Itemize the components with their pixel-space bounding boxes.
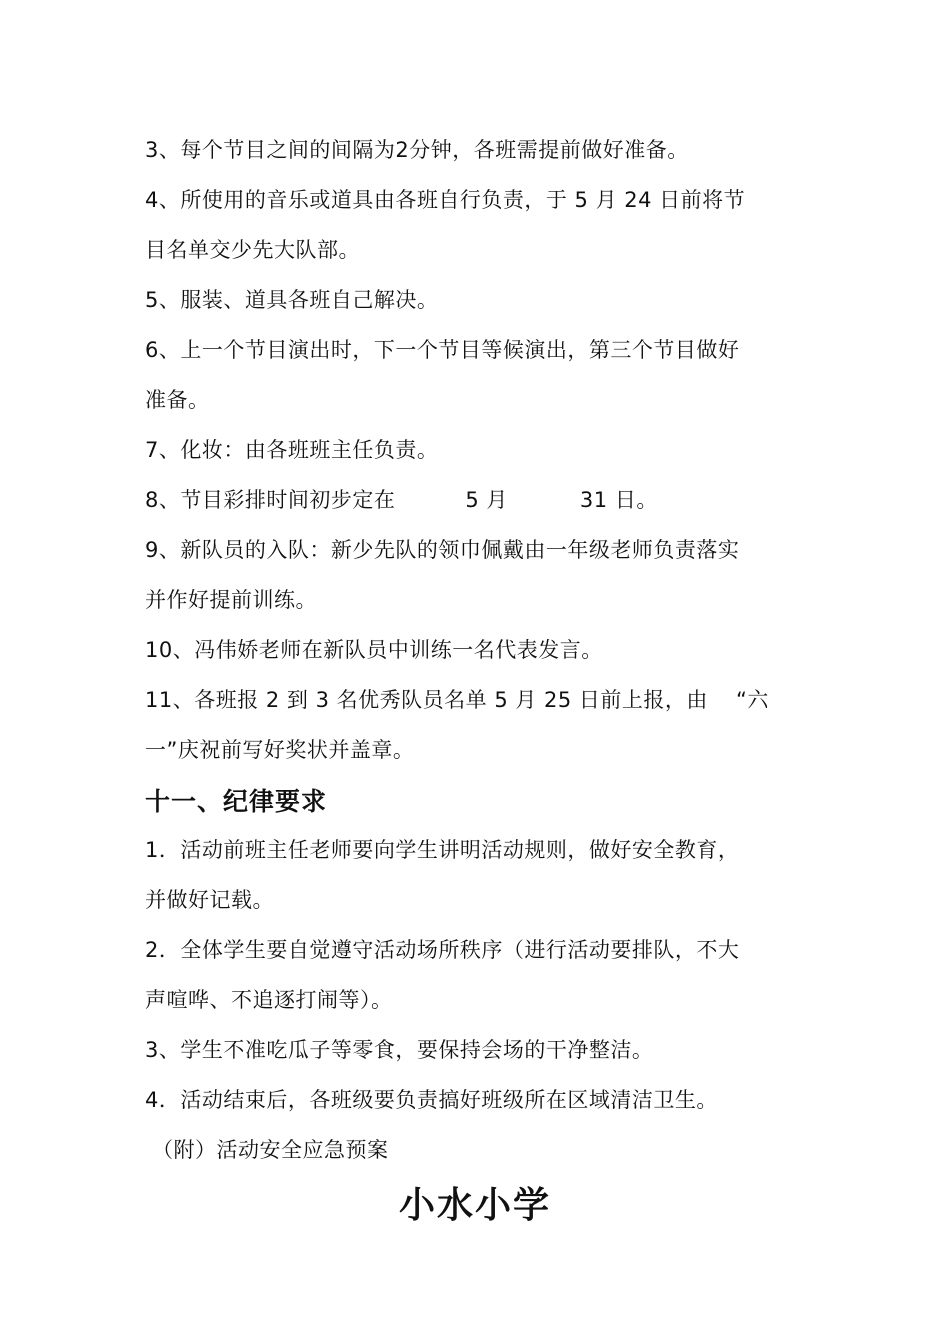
rule-2-line-2: 声喧哗、不追逐打闹等）。: [145, 988, 393, 1012]
item-10: 10、冯伟娇老师在新队员中训练一名代表发言。: [145, 638, 603, 662]
item-11-line-1: [145, 686, 769, 714]
item-11-quote: “六: [735, 688, 769, 712]
rule-1-line-1: 1．活动前班主任老师要向学生讲明活动规则，做好安全教育，: [145, 838, 740, 862]
item-6-line-1: 6、上一个节目演出时，下一个节目等候演出，第三个节目做好: [145, 338, 740, 362]
school-name: 小水小学: [398, 1185, 551, 1226]
rule-3: 3、学生不准吃瓜子等零食，要保持会场的干净整洁。: [145, 1038, 654, 1062]
item-8: [145, 486, 658, 514]
appendix-note: （附）活动安全应急预案: [152, 1138, 389, 1162]
section-heading: 十一、纪律要求: [145, 787, 328, 816]
item-6-line-2: 准备。: [145, 388, 210, 412]
item-7: 7、化妆：由各班班主任负责。: [145, 438, 439, 462]
item-11-text: 11、各班报 2 到 3 名优秀队员名单 5 月 25 日前上报，由: [145, 688, 708, 712]
rule-2-line-1: 2．全体学生要自觉遵守活动场所秩序（进行活动要排队，不大: [145, 938, 740, 962]
item-9-line-1: 9、新队员的入队：新少先队的领巾佩戴由一年级老师负责落实: [145, 538, 740, 562]
item-8-month: 5 月: [465, 488, 508, 512]
item-8-day: 31 日。: [579, 488, 658, 512]
item-3: 3、每个节目之间的间隔为2分钟，各班需提前做好准备。: [145, 138, 689, 162]
item-5: 5、服装、道具各班自己解决。: [145, 288, 439, 312]
item-8-prefix: 8、节目彩排时间初步定在: [145, 488, 396, 512]
item-9-line-2: 并作好提前训练。: [145, 588, 317, 612]
rule-1-line-2: 并做好记载。: [145, 888, 274, 912]
item-4-line-1: 4、所使用的音乐或道具由各班自行负责，于 5 月 24 日前将节: [145, 188, 746, 212]
item-11-line-2: 一”庆祝前写好奖状并盖章。: [145, 738, 415, 762]
rule-4: 4．活动结束后，各班级要负责搞好班级所在区域清洁卫生。: [145, 1088, 718, 1112]
item-4-line-2: 目名单交少先大队部。: [145, 238, 360, 262]
